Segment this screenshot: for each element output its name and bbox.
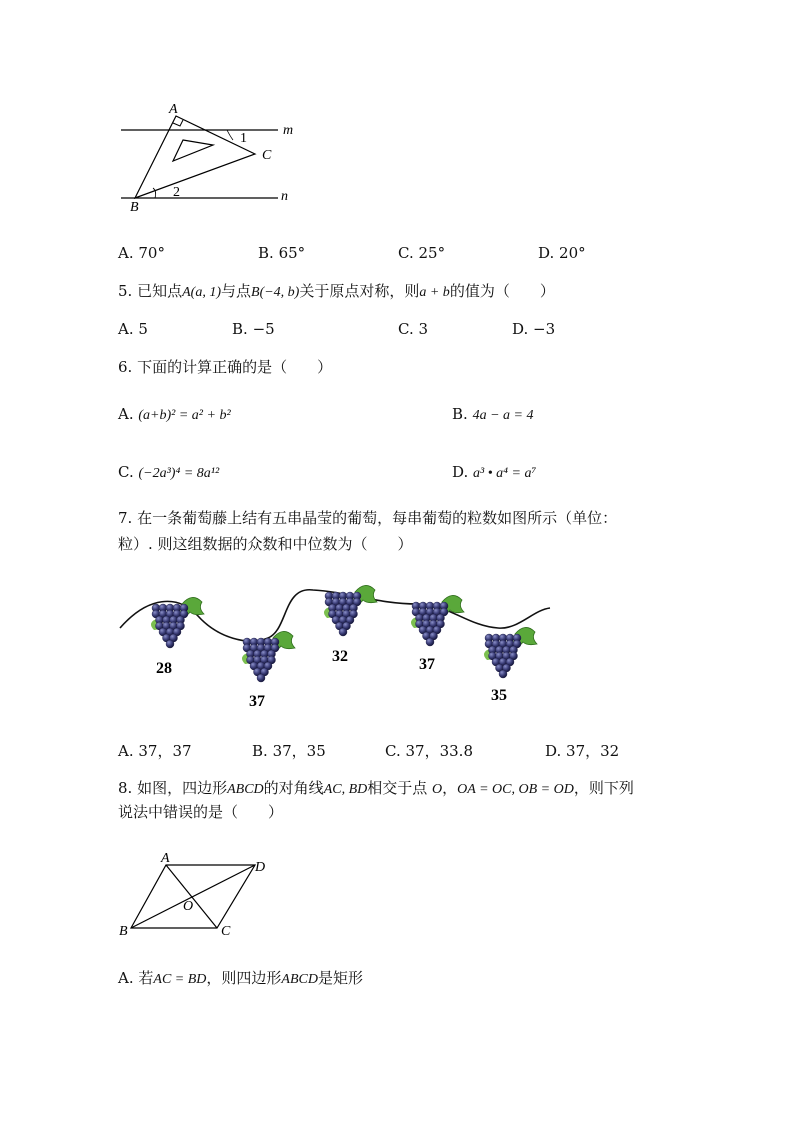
right-angle-mark <box>173 120 183 126</box>
q6-option-c[interactable]: C. (−2a³)⁴ = 8a¹² <box>118 463 220 481</box>
grape-count-3: 32 <box>332 648 348 665</box>
label-c: C <box>221 924 231 939</box>
q5-stem: 5. 已知点A(a, 1)与点B(−4, b)关于原点对称，则a + b的值为（ ） <box>118 282 555 300</box>
parallelogram-figure <box>115 848 285 943</box>
q5-option-d[interactable]: D. −3 <box>512 320 556 338</box>
triangle-abc <box>135 116 255 198</box>
grape-cluster-3 <box>324 585 377 636</box>
q6-option-d[interactable]: D. a³ • a⁴ = a⁷ <box>452 463 537 481</box>
grape-cluster-2 <box>242 631 295 682</box>
q4-option-a[interactable]: A. 70° <box>118 244 165 262</box>
q7-stem-line1: 7. 在一条葡萄藤上结有五串晶莹的葡萄，每串葡萄的粒数如图所示（单位： <box>118 509 618 527</box>
q8-option-a[interactable]: A. 若AC = BD，则四边形ABCD是矩形 <box>118 969 363 987</box>
angle-2-arc <box>153 188 156 198</box>
q7-option-b[interactable]: B. 37，35 <box>252 742 326 760</box>
q7-option-a[interactable]: A. 37，37 <box>118 742 192 760</box>
grape-cluster-4 <box>411 595 464 646</box>
q8-stem-line1: 8. 如图，四边形ABCD的对角线AC, BD相交于点 O，OA = OC, OB = OD，则下列 <box>118 779 634 797</box>
label-c: C <box>262 148 272 163</box>
grape-vine-figure <box>118 576 558 716</box>
q7-option-c[interactable]: C. 37，33.8 <box>385 742 473 760</box>
angle-1-arc <box>227 130 233 140</box>
q7-option-d[interactable]: D. 37，32 <box>545 742 620 760</box>
q4-option-c[interactable]: C. 25° <box>398 244 446 262</box>
label-a: A <box>169 102 178 117</box>
grape-cluster-5 <box>484 627 537 678</box>
parallel-lines-figure <box>115 98 315 218</box>
grape-count-1: 28 <box>156 660 172 677</box>
label-m: m <box>283 123 294 138</box>
label-o: O <box>183 899 194 914</box>
q5-option-b[interactable]: B. −5 <box>232 320 275 338</box>
inner-triangle <box>173 140 213 161</box>
label-a: A <box>161 851 170 866</box>
label-angle-2: 2 <box>173 185 180 200</box>
q6-stem: 6. 下面的计算正确的是（ ） <box>118 358 333 376</box>
q5-option-c[interactable]: C. 3 <box>398 320 429 338</box>
q4-option-b[interactable]: B. 65° <box>258 244 306 262</box>
label-d: D <box>255 860 266 875</box>
q4-option-d[interactable]: D. 20° <box>538 244 586 262</box>
label-b: B <box>130 200 139 215</box>
label-n: n <box>281 189 288 204</box>
q6-option-b[interactable]: B. 4a − a = 4 <box>452 405 534 423</box>
diagonal-ac <box>166 865 217 928</box>
label-angle-1: 1 <box>240 131 247 146</box>
grape-count-5: 35 <box>491 687 507 704</box>
q8-stem-line2: 说法中错误的是（ ） <box>118 803 284 821</box>
label-b: B <box>119 924 128 939</box>
q6-option-a[interactable]: A. (a+b)² = a² + b² <box>118 405 231 423</box>
grape-count-2: 37 <box>249 693 265 710</box>
q7-stem-line2: 粒）. 则这组数据的众数和中位数为（ ） <box>118 535 413 553</box>
grape-count-4: 37 <box>419 656 435 673</box>
grape-cluster-1 <box>151 597 204 648</box>
q5-option-a[interactable]: A. 5 <box>118 320 148 338</box>
